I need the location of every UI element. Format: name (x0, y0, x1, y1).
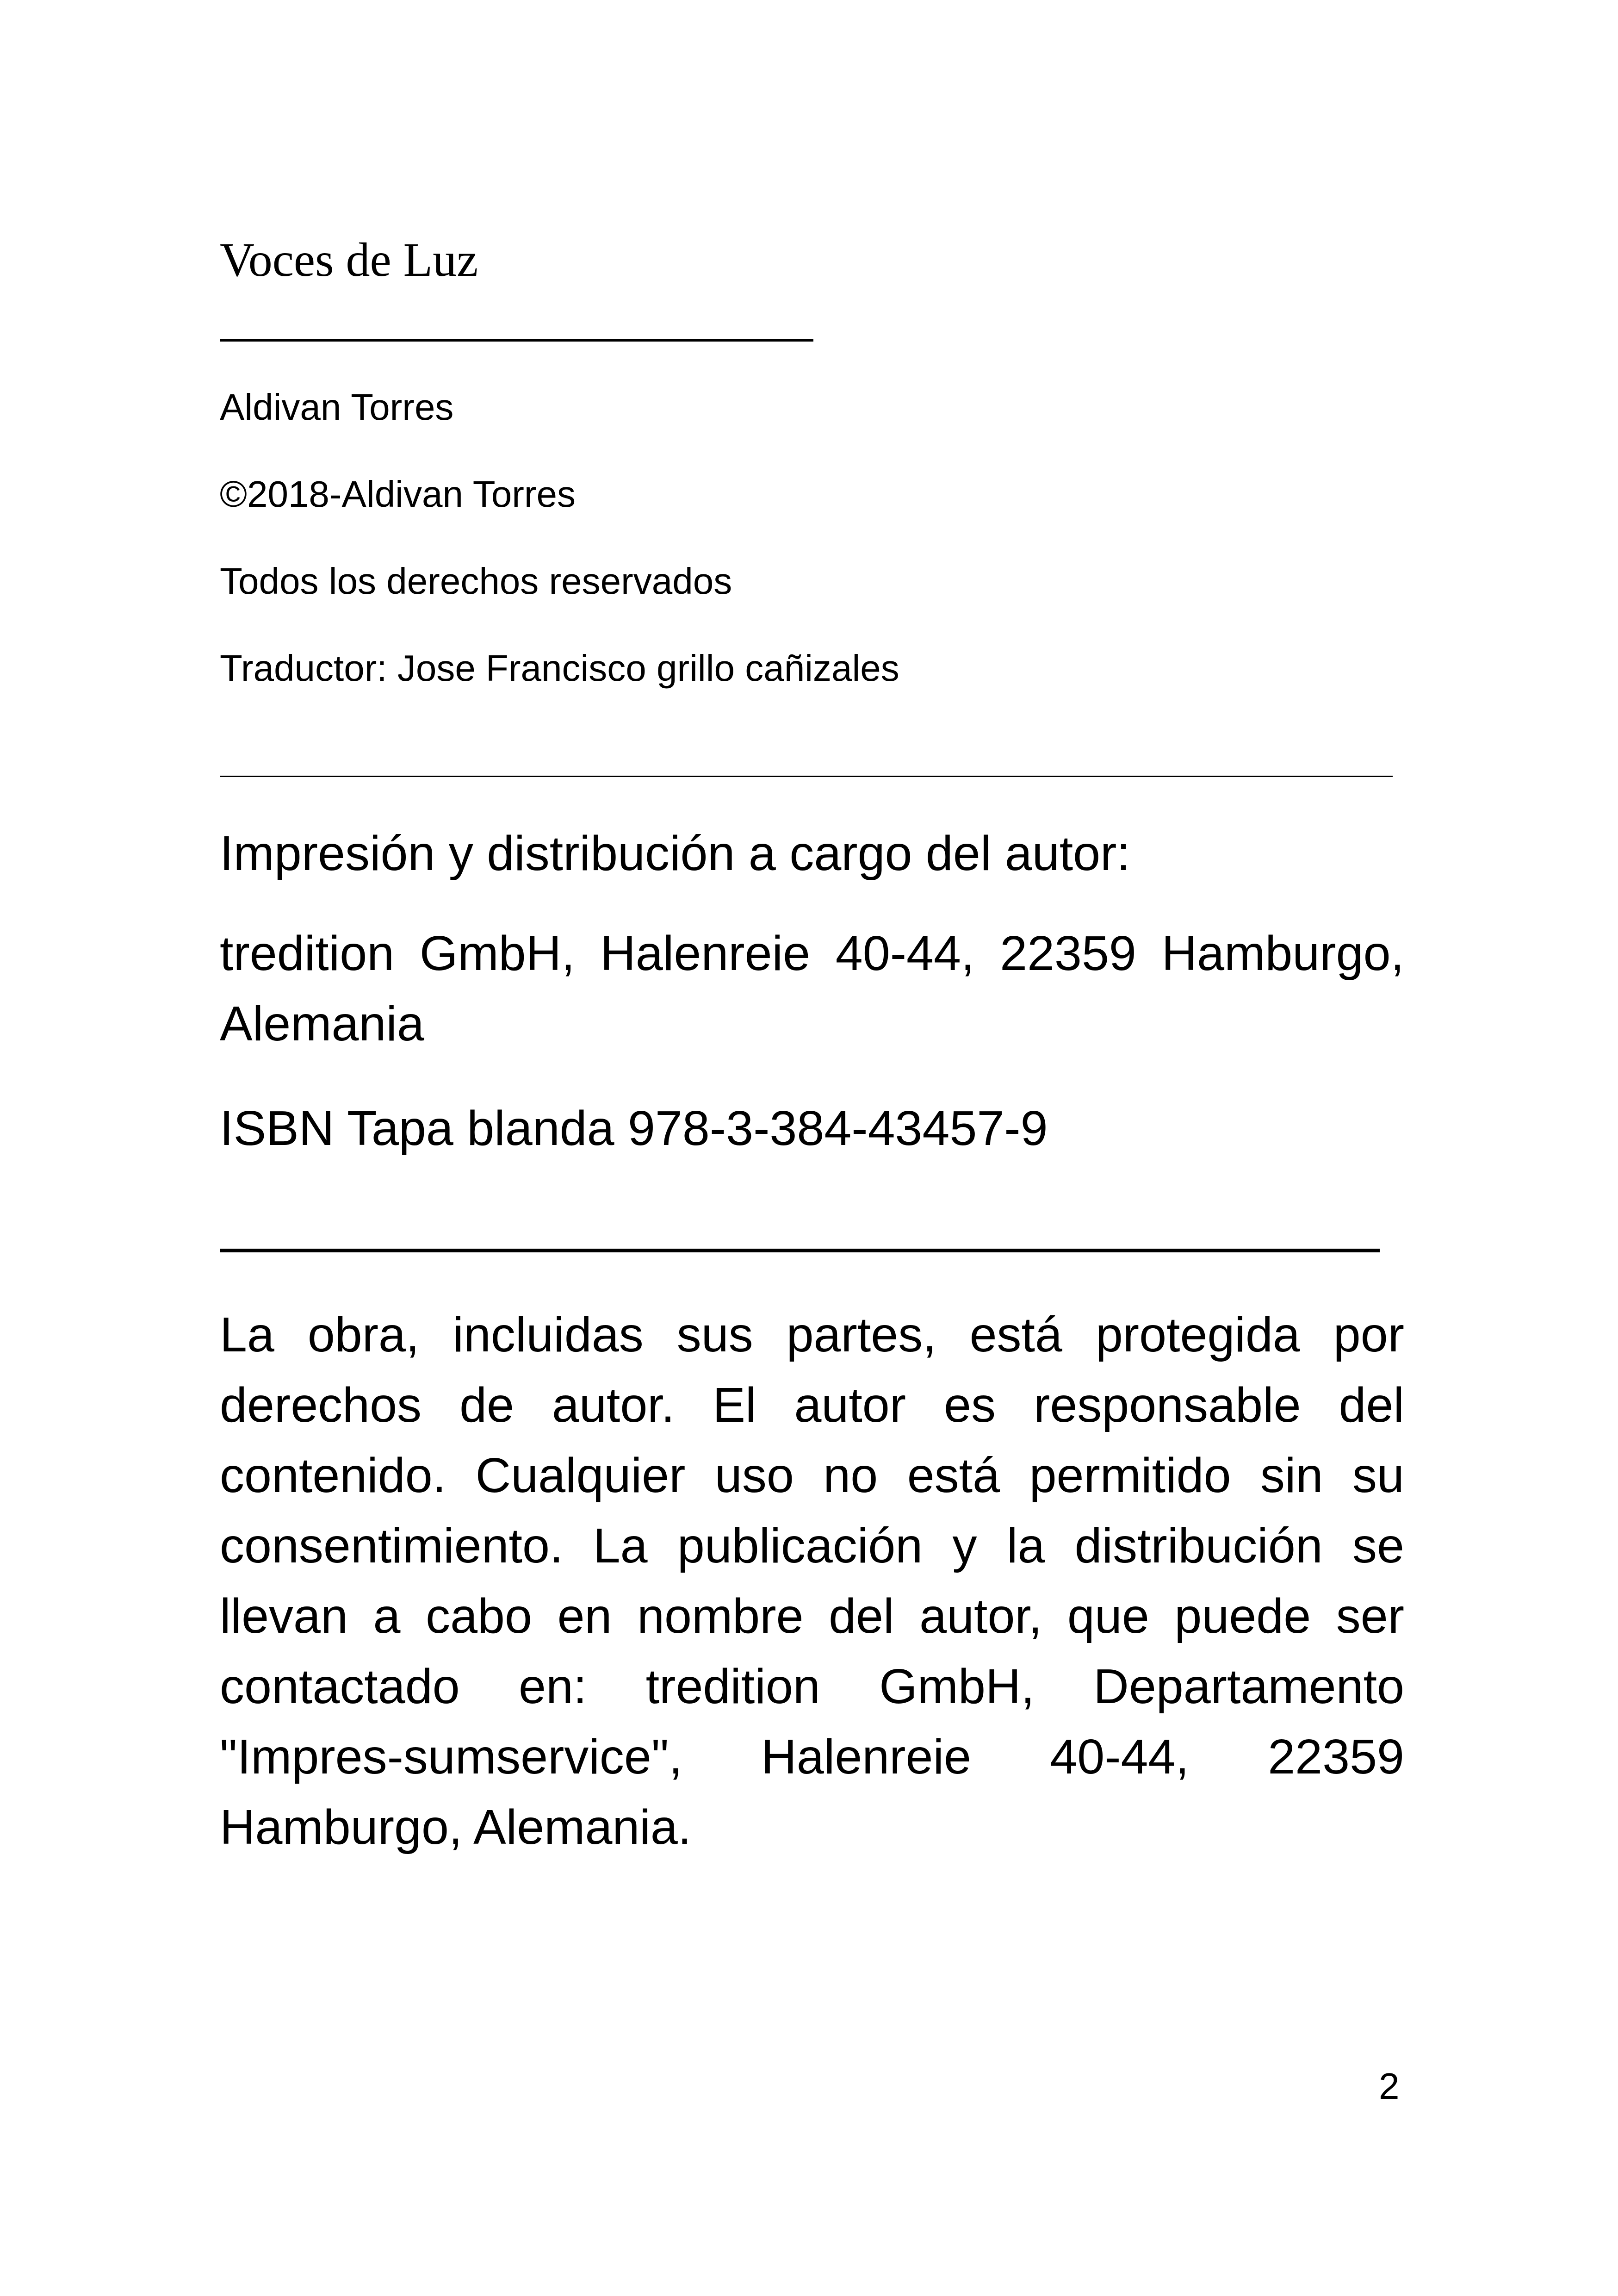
copyright-line: ©2018-Aldivan Torres (220, 473, 576, 515)
isbn-line: ISBN Tapa blanda 978-3-384-43457-9 (220, 1101, 1048, 1156)
book-title: Voces de Luz (220, 233, 478, 286)
rights-line: Todos los derechos reservados (220, 560, 732, 602)
section-divider-thick (220, 1249, 1380, 1252)
print-distribution-line: Impresión y distribución a cargo del autor: (220, 826, 1130, 881)
copyright-notice-paragraph: La obra, incluidas sus partes, está protegida por derechos de autor. El autor es responsable del contenido. Cualquier uso no está permitido sin su consentimiento. La publicación y la distribución se llevan a cabo en nombre del autor, que puede ser contactado en: tredition GmbH, Departamento "Impres-sumservice", Halenreie 40-44, 22359 Hamburgo, Alemania. (220, 1307, 1404, 1854)
publisher-address: tredition GmbH, Halenreie 40-44, 22359 Hamburgo, Alemania (220, 926, 1404, 1051)
page-number: 2 (1379, 2066, 1400, 2107)
author-name: Aldivan Torres (220, 386, 454, 428)
translator-line: Traductor: Jose Francisco grillo cañizales (220, 647, 899, 689)
section-divider-thin (220, 776, 1393, 777)
title-underline (220, 339, 813, 342)
